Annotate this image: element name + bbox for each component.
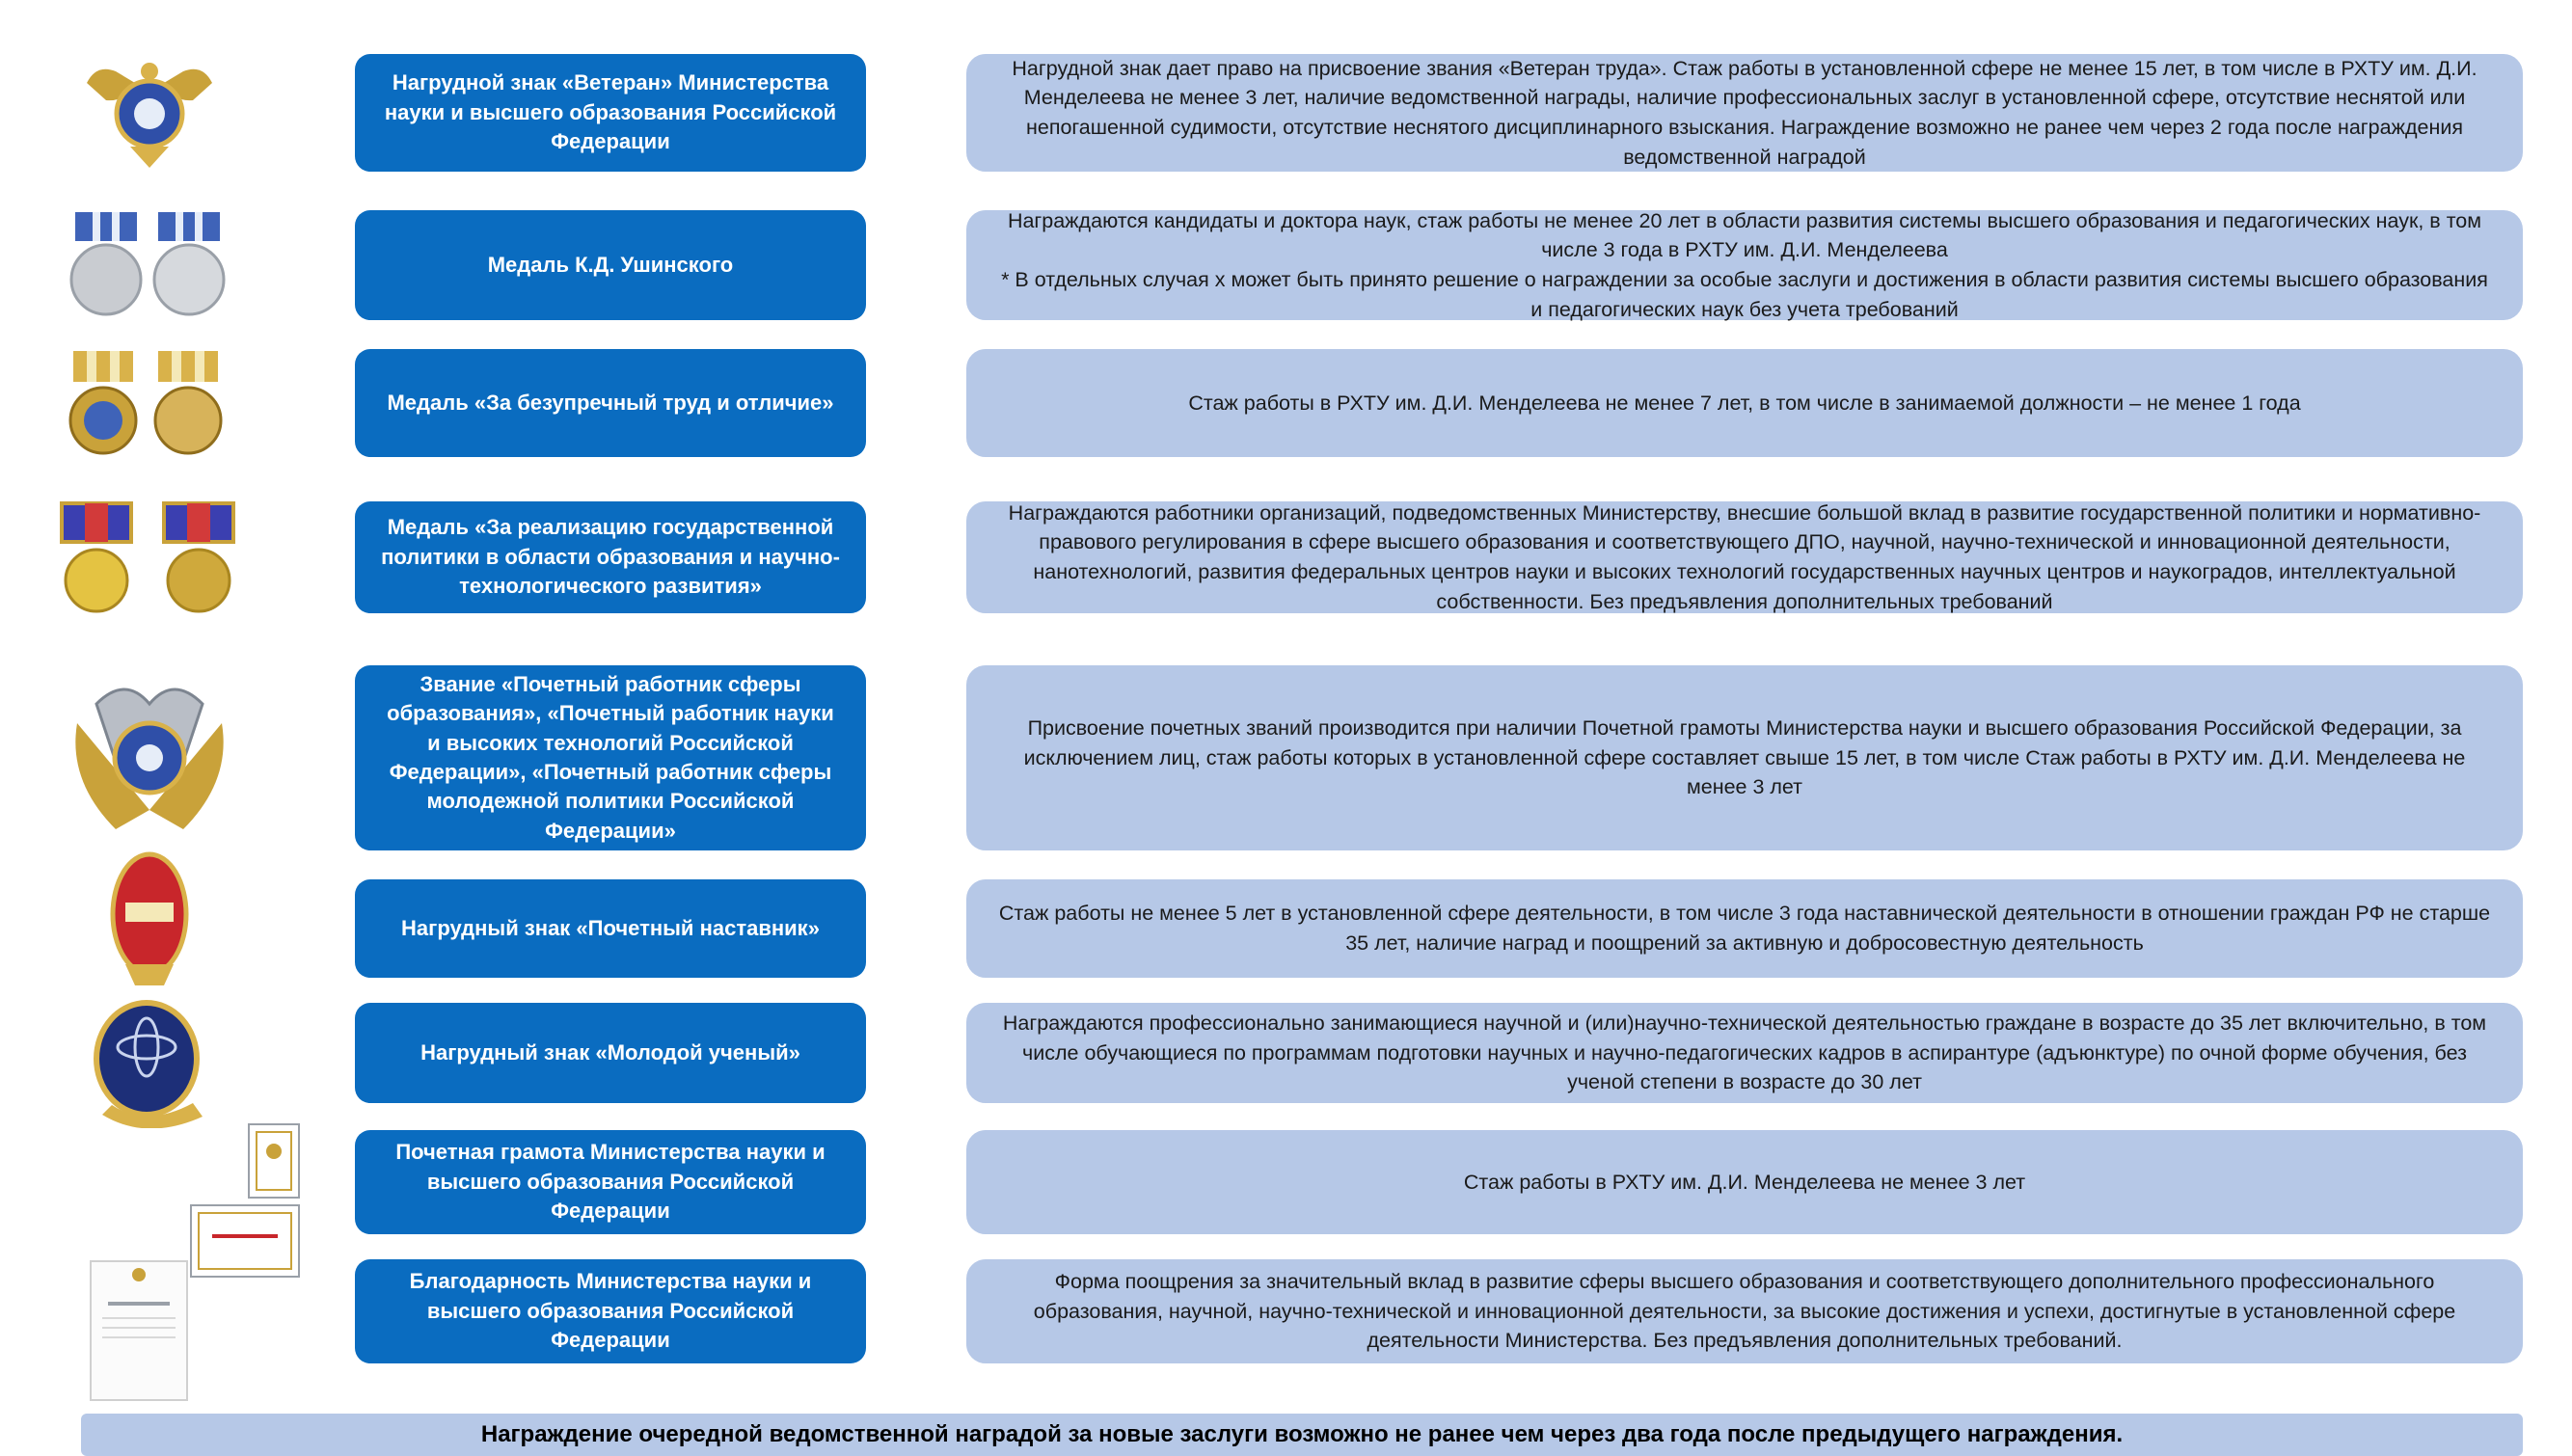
award-title: Звание «Почетный работник сферы образования», «Почетный работник науки и высоких технологий Российской Федерации», «Почетный работник сферы молодежной политики Российской Федерации» — [355, 665, 866, 850]
award-description — [966, 1003, 2523, 1103]
award-row-state-policy — [0, 501, 2572, 613]
award-description-text: Нагрудной знак дает право на присвоение звания «Ветеран труда». Стаж работы в установленной сфере не менее 15 лет, в том числе в РХТУ им. Д.И. Менделеева не менее 3 лет, наличие ведомственной награды, наличие профессиональных заслуг в установленной сфере, отсутствие неснятой или непогашенной судимости, отсутствие неснятого дисциплинарного взыскания. Награждение возможно не ранее чем через 2 года после награждения ведомственной наградой — [1012, 56, 2477, 169]
award-title: Благодарность Министерства науки и высшего образования Российской Федерации — [355, 1259, 866, 1363]
award-row-honorary-mentor — [0, 879, 2572, 978]
award-description-text: Стаж работы в РХТУ им. Д.И. Менделеева не менее 3 лет — [1463, 1170, 2026, 1194]
award-title: Медаль «За реализацию государственной политики в области образования и научно-технологического развития» — [355, 501, 866, 613]
award-title: Нагрудный знак «Молодой ученый» — [355, 1003, 866, 1103]
award-row-flawless-labour — [0, 349, 2572, 457]
gold-medal-pair-icon — [58, 349, 241, 457]
award-description-text: Стаж работы не менее 5 лет в установленной сфере деятельности, в том числе 3 года наставнической деятельности в отношении граждан РФ не старше 35 лет, наличие наград и поощрений за активную и добросовестную деятельность — [998, 902, 2491, 955]
award-title: Нагрудной знак «Ветеран» Министерства науки и высшего образования Российской Федерации — [355, 54, 866, 172]
award-description — [966, 210, 2523, 320]
award-description — [966, 54, 2523, 172]
honorary-worker-eagle-badge-icon — [58, 665, 241, 850]
gratitude-letter-icon — [89, 1259, 191, 1402]
award-title: Медаль «За безупречный труд и отличие» — [355, 349, 866, 457]
award-description-text: Стаж работы в РХТУ им. Д.И. Менделеева не менее 7 лет, в том числе в занимаемой должности – не менее 1 года — [1188, 391, 2301, 415]
award-description-text: Награждаются профессионально занимающиеся научной и (или)научно-технической деятельностью граждане в возрасте до 35 лет включительно, в том числе обучающиеся по программам подготовки научных и научно-педагогических кадров в аспирантуре (адъюнктуре) по очной форме обучения, без ученой степени в возрасте до 30 лет — [1002, 1011, 2487, 1094]
award-description — [966, 1130, 2523, 1234]
award-description-text: Награждаются кандидаты и доктора наук, стаж работы не менее 20 лет в области развития системы высшего образования и педагогических наук, в том числе 3 года в РХТУ им. Д.И. Менделеева — [1007, 208, 2482, 262]
award-description — [966, 665, 2523, 850]
award-row-certificate — [0, 1130, 2572, 1234]
gold-medal-blue-ribbon-icon — [58, 501, 241, 613]
honorary-mentor-badge-icon — [58, 850, 241, 991]
award-title: Медаль К.Д. Ушинского — [355, 210, 866, 320]
award-description — [966, 879, 2523, 978]
award-description-text: Награждаются работники организаций, подведомственных Министерству, внесшие большой вклад в развитие государственной политики и нормативно-правового регулирования в сфере высшего образования и соответствующего ДПО, научной, научно-технической и инновационной деятельности, нанотехнологий, развития федеральных центров науки и высоких технологий государственных научных центров и наукоградов, интеллектуальной собственности. Без предъявления дополнительных требований — [1008, 500, 2481, 613]
footer-note: Награждение очередной ведомственной наградой за новые заслуги возможно не ранее чем через два года после предыдущего награждения. — [81, 1414, 2523, 1456]
silver-medal-pair-icon — [58, 210, 241, 320]
award-row-veteran — [0, 54, 2572, 172]
award-description-text: Форма поощрения за значительный вклад в развитие сферы высшего образования и соответствующего дополнительного профессионального образования, научной, научно-технической и инновационной деятельности, за высокие достижения и успехи, достигнутые в установленной сфере деятельности Министерства. Без предъявления дополнительных требований. — [1033, 1270, 2456, 1353]
award-row-honorary-worker — [0, 665, 2572, 850]
award-description — [966, 349, 2523, 457]
award-description-note: * В отдельных случая х может быть принято решение о награждении за особые заслуги и достижения в области развития системы высшего образования и педагогических наук без учета требований — [1001, 268, 2488, 321]
award-row-gratitude — [0, 1259, 2572, 1363]
award-row-ushinsky — [0, 210, 2572, 320]
award-title: Нагрудный знак «Почетный наставник» — [355, 879, 866, 978]
young-scientist-badge-icon — [58, 997, 241, 1128]
award-row-young-scientist — [0, 1003, 2572, 1103]
award-title: Почетная грамота Министерства науки и высшего образования Российской Федерации — [355, 1130, 866, 1234]
award-description — [966, 1259, 2523, 1363]
award-description-text: Присвоение почетных званий производится при наличии Почетной грамоты Министерства науки и высшего образования Российской Федерации, за исключением лиц, стаж работы которых в установленной сфере составляет свыше 15 лет, в том числе Стаж работы в РХТУ им. Д.И. Менделеева не менее 3 лет — [1023, 716, 2466, 799]
award-description — [966, 501, 2523, 613]
ministry-eagle-badge-icon — [58, 54, 241, 172]
